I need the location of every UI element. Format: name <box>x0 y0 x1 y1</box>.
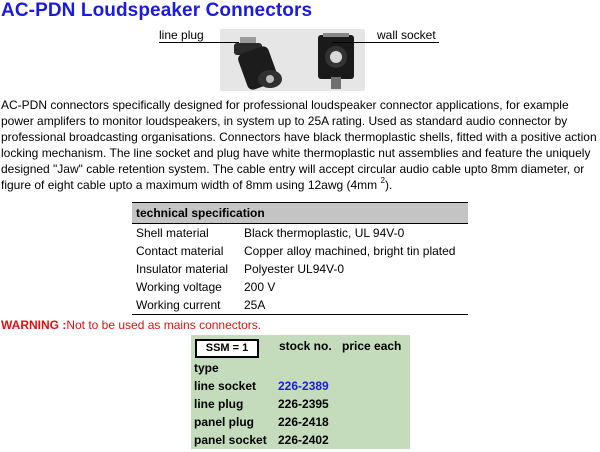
stock-type: panel socket <box>194 433 267 447</box>
stock-no-header: stock no. <box>279 339 332 353</box>
warning-label: WARNING : <box>1 318 67 332</box>
price-each-header: price each <box>342 339 402 353</box>
spec-row <box>132 224 468 243</box>
stock-row <box>194 431 410 449</box>
stock-type: line socket <box>194 379 257 393</box>
stock-number: 226-2395 <box>278 397 329 411</box>
spec-value: Polyester UL94V-0 <box>244 262 345 276</box>
spec-heading: technical specification <box>132 203 468 224</box>
intro-text: AC-PDN connectors specifically designed for professional loudspeaker connector applications, for example power amplifers to monitor loudspeakers, in system up to 25A rating. Used as standard audio connector by professional broadcasting organisations. Connectors have black thermoplastic shells, fitted with a positive action locking mechanism. The line socket and plug have white thermoplastic nut assemblies and feature the uniquely designed "Jaw" cable retention system. The cable entry will accept circular audio cable upto 8mm diameter, or figure of eight cable upto a maximum width of 8mm using 12awg (4mm <box>1 98 597 192</box>
intro-end: ). <box>384 178 393 192</box>
spec-value: 25A <box>240 296 468 315</box>
warning-text: Not to be used as mains connectors. <box>66 318 262 332</box>
callout-wall-socket-pointer <box>332 42 439 43</box>
ssm-badge: SSM = 1 <box>195 339 259 358</box>
warning-notice <box>1 318 261 332</box>
spec-value: 200 V <box>244 280 276 294</box>
spec-label: Working voltage <box>136 280 222 294</box>
spec-value: Black thermoplastic, UL 94V-0 <box>244 226 405 240</box>
intro-superscript: 2 <box>380 176 385 185</box>
spec-label: Contact material <box>136 244 224 258</box>
callout-wall-socket: wall socket <box>377 28 436 42</box>
spec-row <box>132 296 468 315</box>
spec-value: Copper alloy machined, bright tin plated <box>244 244 456 258</box>
stock-number-link[interactable]: 226-2389 <box>278 379 329 393</box>
stock-panel <box>191 335 410 449</box>
stock-number: 226-2418 <box>278 415 329 429</box>
spec-row <box>132 260 468 278</box>
stock-row <box>194 395 410 413</box>
type-header: type <box>194 361 219 375</box>
callout-line-plug-pointer <box>159 42 239 43</box>
callout-line-plug: line plug <box>159 28 204 42</box>
spec-header-row <box>132 203 468 224</box>
stock-row <box>194 377 410 395</box>
spec-label: Shell material <box>136 226 209 240</box>
spec-label: Working current <box>132 296 240 315</box>
stock-number: 226-2402 <box>278 433 329 447</box>
type-header-row <box>194 359 410 377</box>
spec-table <box>132 202 468 315</box>
spec-row <box>132 278 468 296</box>
stock-type: line plug <box>194 397 244 411</box>
intro-paragraph <box>1 97 599 193</box>
page-title: AC-PDN Loudspeaker Connectors <box>1 0 313 21</box>
product-photo <box>220 29 365 91</box>
stock-row <box>194 413 410 431</box>
spec-label: Insulator material <box>136 262 229 276</box>
spec-row <box>132 242 468 260</box>
stock-type: panel plug <box>194 415 254 429</box>
connector-image <box>220 29 365 91</box>
